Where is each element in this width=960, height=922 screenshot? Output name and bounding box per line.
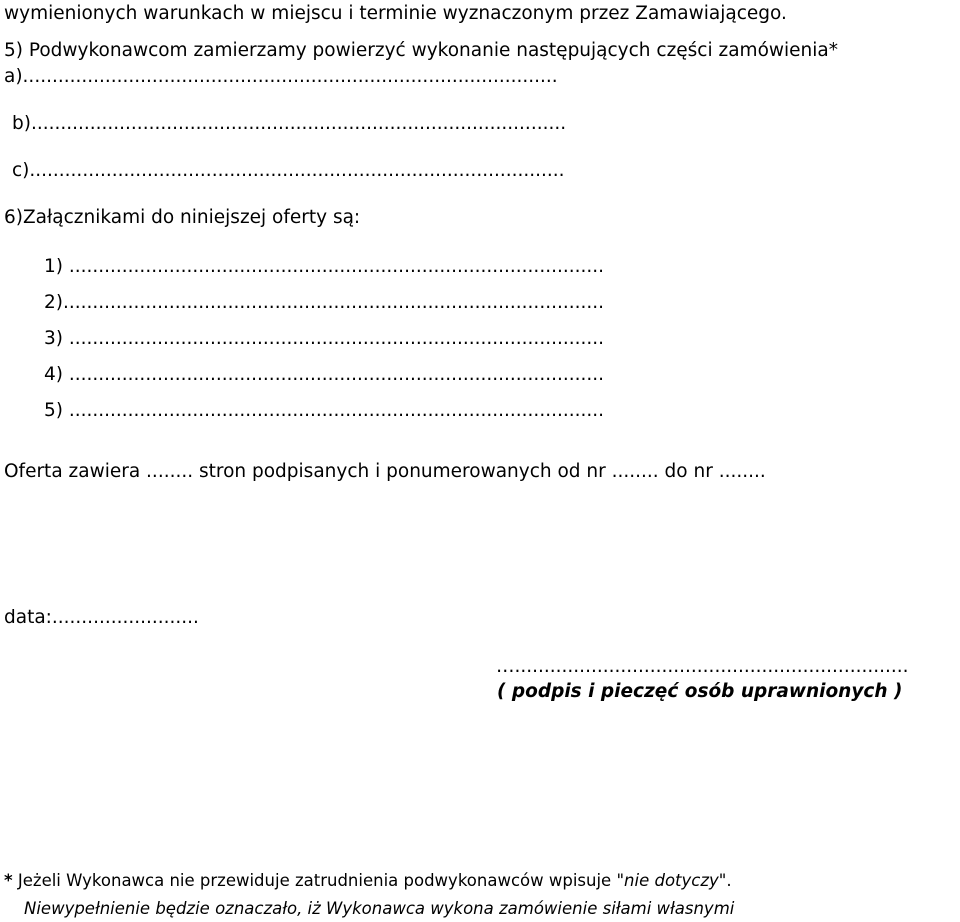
subcontract-item-b: b)........................................................................................... [12, 115, 567, 134]
subcontract-item-c: c)........................................................................................... [12, 162, 565, 181]
attachment-item-5: 5) ........................................................................................... [44, 402, 605, 421]
attachments-heading: 6)Załącznikami do niniejszej oferty są: [4, 207, 361, 228]
footnote-quote: "nie dotyczy" [616, 871, 727, 890]
footnote-line-2: Niewypełnienie będzie oznaczało, iż Wykonawca wykona zamówienie siłami własnymi [24, 899, 735, 918]
attachment-item-1: 1) ........................................................................................... [44, 258, 605, 277]
attachment-item-3: 3) ........................................................................................... [44, 330, 605, 349]
intro-line-top: wymienionych warunkach w miejscu i terminie wyznaczonym przez Zamawiającego. [4, 3, 787, 24]
footnote-period: . [726, 871, 732, 890]
footnote-line-1 [4, 873, 732, 890]
footnote-marker: * [4, 871, 13, 890]
offer-pages-line: Oferta zawiera ........ stron podpisanych i ponumerowanych od nr ........ do nr ........ [4, 461, 766, 482]
subcontract-item-a: a)........................................................................................... [4, 68, 558, 87]
subcontract-heading: 5) Podwykonawcom zamierzamy powierzyć wykonanie następujących części zamówienia* [4, 40, 838, 61]
date-line: data:......................... [4, 609, 199, 628]
attachment-item-4: 4) ........................................................................................... [44, 366, 605, 385]
attachment-item-2: 2)............................................................................................ [44, 294, 605, 313]
signature-dots: …................................................................... [496, 658, 909, 677]
signature-caption: ( podpis i pieczęć osób uprawnionych ) [497, 681, 903, 702]
footnote-text: Jeżeli Wykonawca nie przewiduje zatrudnienia podwykonawców wpisuje [12, 871, 617, 890]
